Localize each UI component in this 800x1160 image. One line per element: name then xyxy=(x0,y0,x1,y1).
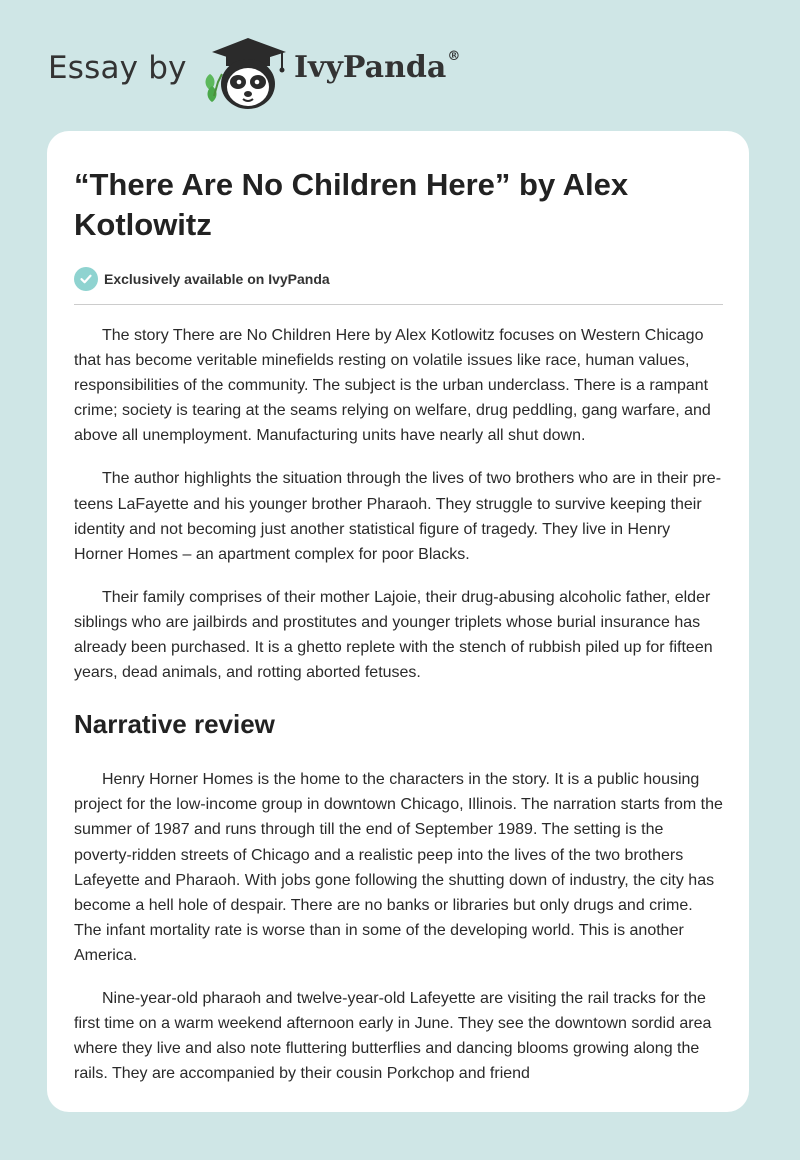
essay-card xyxy=(47,131,749,1112)
section-heading: Narrative review xyxy=(74,709,275,740)
essay-by-label: Essay by xyxy=(48,50,187,86)
essay-content xyxy=(74,165,723,1086)
paragraph-1: The story There are No Children Here by Alex Kotlowitz focuses on Western Chicago that has become veritable minefields resting on volatile issues like race, human values, responsibilities of the community. The subject is the urban underclass. There is a rampant crime; society is tearing at the seams relying on welfare, drug peddling, gang warfare, and above all unemployment. Manufacturing units have nearly all shut down. xyxy=(74,327,711,445)
title-divider xyxy=(74,304,723,305)
brand-name[interactable] xyxy=(294,50,460,85)
exclusive-label: Exclusively available on IvyPanda xyxy=(104,271,330,287)
paragraph-2: The author highlights the situation through the lives of two brothers who are in their pre-teens LaFayette and his younger brother Pharaoh. They struggle to survive keeping their identity and not becoming just another statistical figure of tragedy. They live in Henry Horner Homes – an apartment complex for poor Blacks. xyxy=(74,470,722,563)
registered-mark: ® xyxy=(447,49,461,64)
ivy-leaf-icon xyxy=(206,74,223,102)
panda-graduate-logo-icon xyxy=(200,34,300,114)
brand-text: IvyPanda xyxy=(294,50,447,85)
essay-title: “There Are No Children Here” by Alex Kotlowitz xyxy=(74,167,629,242)
paragraph-5: Nine-year-old pharaoh and twelve-year-old Lafeyette are visiting the rail tracks for the first time on a warm weekend afternoon early in June. They see the downtown sordid area where they live and also note fluttering butterflies and dancing blooms growing along the rails. They are accompanied by their cousin Porkchop and friend xyxy=(74,989,712,1083)
paragraph-4: Henry Horner Homes is the home to the characters in the story. It is a public housing project for the low-income group in downtown Chicago, Illinois. The narration starts from the summer of 1987 and runs through till the end of September 1989. The setting is the poverty-ridden streets of Chicago and a realistic peep into the lives of the two brothers Lafeyette and Pharaoh. With jobs gone following the shutting down of industry, the city has become a hell hole of despair. There are no banks or libraries but only drugs and crime. The infant mortality rate is worse than in some of the developing world. This is another America. xyxy=(74,771,723,964)
site-header xyxy=(0,0,800,130)
ivypanda-logo[interactable] xyxy=(200,34,300,114)
exclusive-badge xyxy=(74,265,723,293)
paragraph-3: Their family comprises of their mother Lajoie, their drug-abusing alcoholic father, elder siblings who are jailbirds and prostitutes and younger triplets whose burial insurance has already been purchased. It is a ghetto replete with the stench of rubbish piled up for fifteen years, dead animals, and rotting aborted fetuses. xyxy=(74,588,713,682)
check-circle-icon xyxy=(74,267,98,291)
